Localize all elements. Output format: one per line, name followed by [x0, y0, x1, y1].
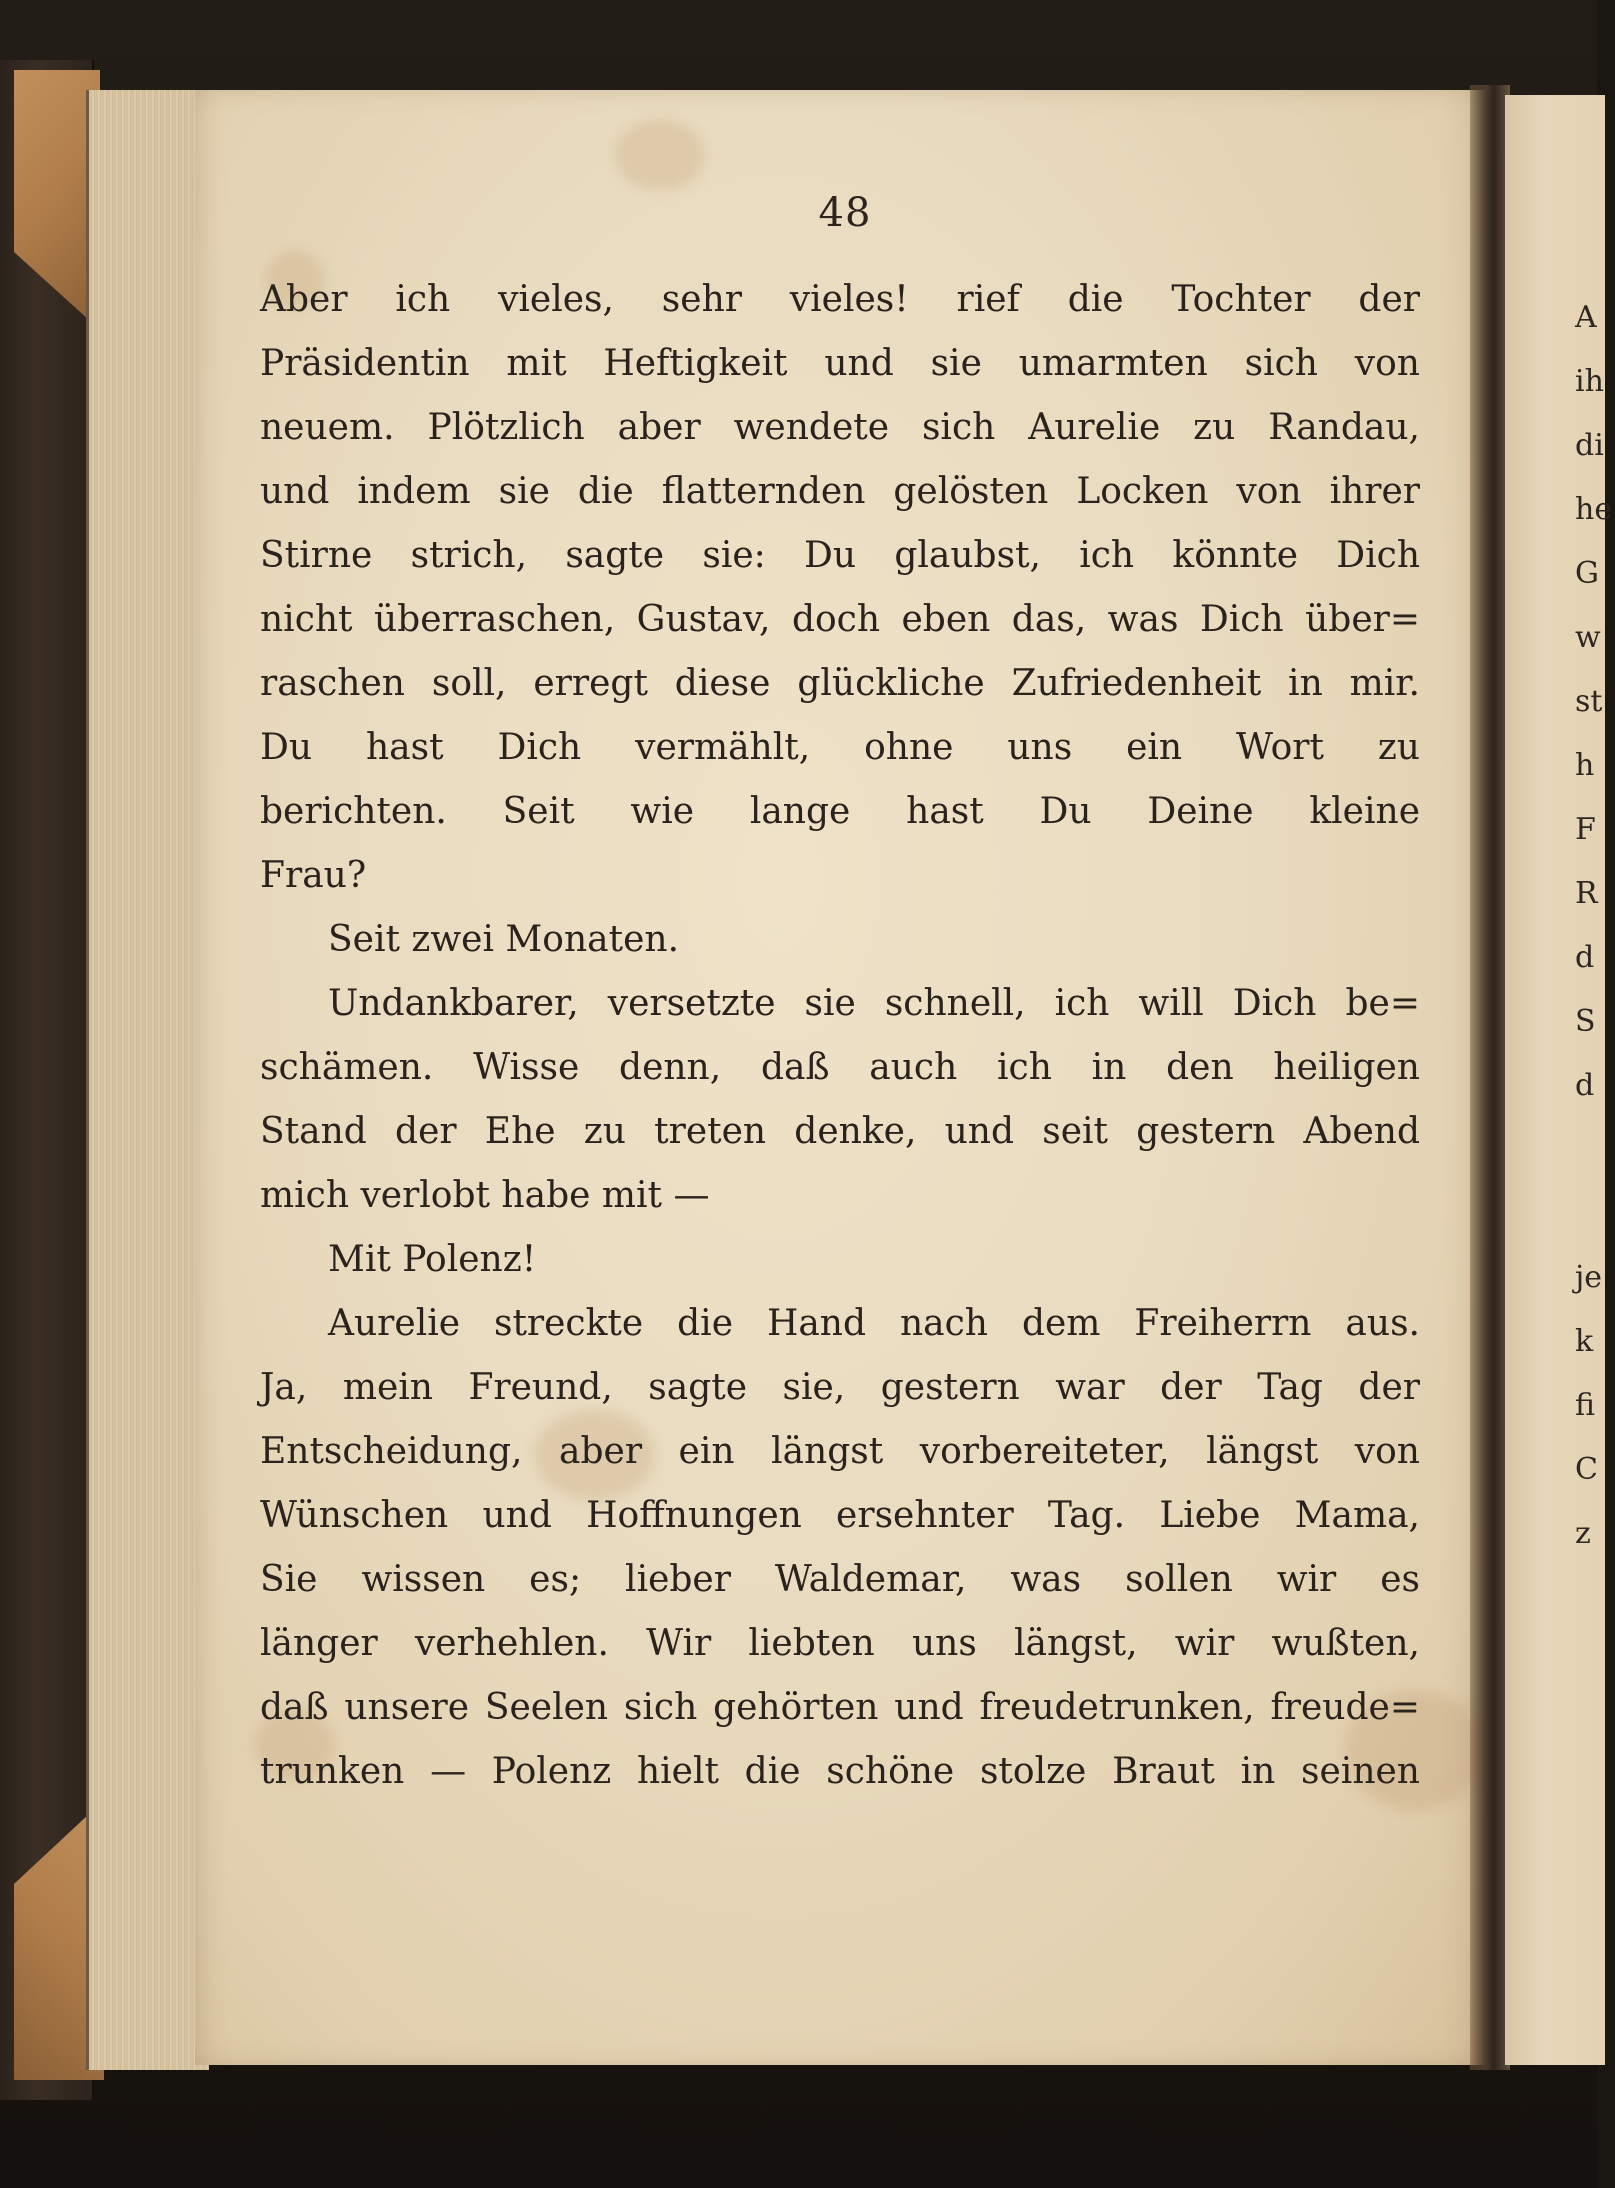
facing-page-fragment: di: [1575, 428, 1604, 463]
facing-page-fragment: je: [1575, 1260, 1603, 1295]
facing-page-fragment: he: [1575, 492, 1613, 527]
text-line: Ja, mein Freund, sagte sie, gestern war der Tag der: [260, 1367, 1420, 1408]
facing-page-fragment: R: [1575, 876, 1598, 911]
facing-page-fragment: k: [1575, 1324, 1594, 1359]
text-line: Sie wissen es; lieber Waldemar, was sollen wir es: [260, 1559, 1420, 1600]
text-line: Mit Polenz!: [328, 1239, 537, 1280]
text-line: Undankbarer, versetzte sie schnell, ich will Dich be=: [328, 983, 1420, 1024]
text-line: Stirne strich, sagte sie: Du glaubst, ich könnte Dich: [260, 535, 1420, 576]
facing-page-fragment: fi: [1575, 1388, 1596, 1423]
text-line: länger verhehlen. Wir liebten uns längst, wir wußten,: [260, 1623, 1420, 1664]
text-line: Frau?: [260, 855, 367, 896]
text-line: Aber ich vieles, sehr vieles! rief die Tochter der: [260, 279, 1420, 320]
text-line: berichten. Seit wie lange hast Du Deine kleine: [260, 791, 1420, 832]
facing-page-fragment: st: [1575, 684, 1603, 719]
text-line: trunken — Polenz hielt die schöne stolze Braut in seinen: [260, 1751, 1420, 1792]
foxing-stain: [615, 120, 705, 190]
text-line: Entscheidung, aber ein längst vorbereiteter, längst von: [260, 1431, 1420, 1472]
text-line: nicht überraschen, Gustav, doch eben das, was Dich über=: [260, 599, 1420, 640]
text-line: mich verlobt habe mit —: [260, 1175, 710, 1216]
text-line: raschen soll, erregt diese glückliche Zufriedenheit in mir.: [260, 663, 1420, 704]
facing-page-fragment: h: [1575, 748, 1595, 783]
page-number: 48: [818, 190, 872, 236]
facing-page-fragment: d: [1575, 940, 1595, 975]
facing-page-fragment: ih: [1575, 364, 1604, 399]
facing-page-fragment: C: [1575, 1452, 1598, 1487]
page-edges: [86, 90, 209, 2070]
book-gutter: [1470, 85, 1510, 2070]
book-cover-left: [0, 60, 94, 2100]
text-line: Du hast Dich vermählt, ohne uns ein Wort zu: [260, 727, 1420, 768]
text-line: Präsidentin mit Heftigkeit und sie umarmten sich von: [260, 343, 1420, 384]
facing-page-fragment: F: [1575, 812, 1596, 847]
text-line: Wünschen und Hoffnungen ersehnter Tag. Liebe Mama,: [260, 1495, 1420, 1536]
facing-page-fragment: G: [1575, 556, 1599, 591]
facing-page-fragment: S: [1575, 1004, 1596, 1039]
text-line: und indem sie die flatternden gelösten Locken von ihrer: [260, 471, 1420, 512]
text-line: daß unsere Seelen sich gehörten und freudetrunken, freude=: [260, 1687, 1420, 1728]
facing-page-fragment: z: [1575, 1516, 1591, 1551]
text-line: Aurelie streckte die Hand nach dem Freiherrn aus.: [328, 1303, 1420, 1344]
text-line: neuem. Plötzlich aber wendete sich Aurelie zu Randau,: [260, 407, 1420, 448]
text-line: Stand der Ehe zu treten denke, und seit gestern Abend: [260, 1111, 1420, 1152]
page-text: [260, 268, 1420, 1804]
facing-page-fragment: w: [1575, 620, 1601, 655]
facing-page-fragment: d: [1575, 1068, 1595, 1103]
facing-page-fragment: A: [1575, 300, 1597, 335]
text-line: Seit zwei Monaten.: [328, 919, 680, 960]
text-line: schämen. Wisse denn, daß auch ich in den heiligen: [260, 1047, 1420, 1088]
